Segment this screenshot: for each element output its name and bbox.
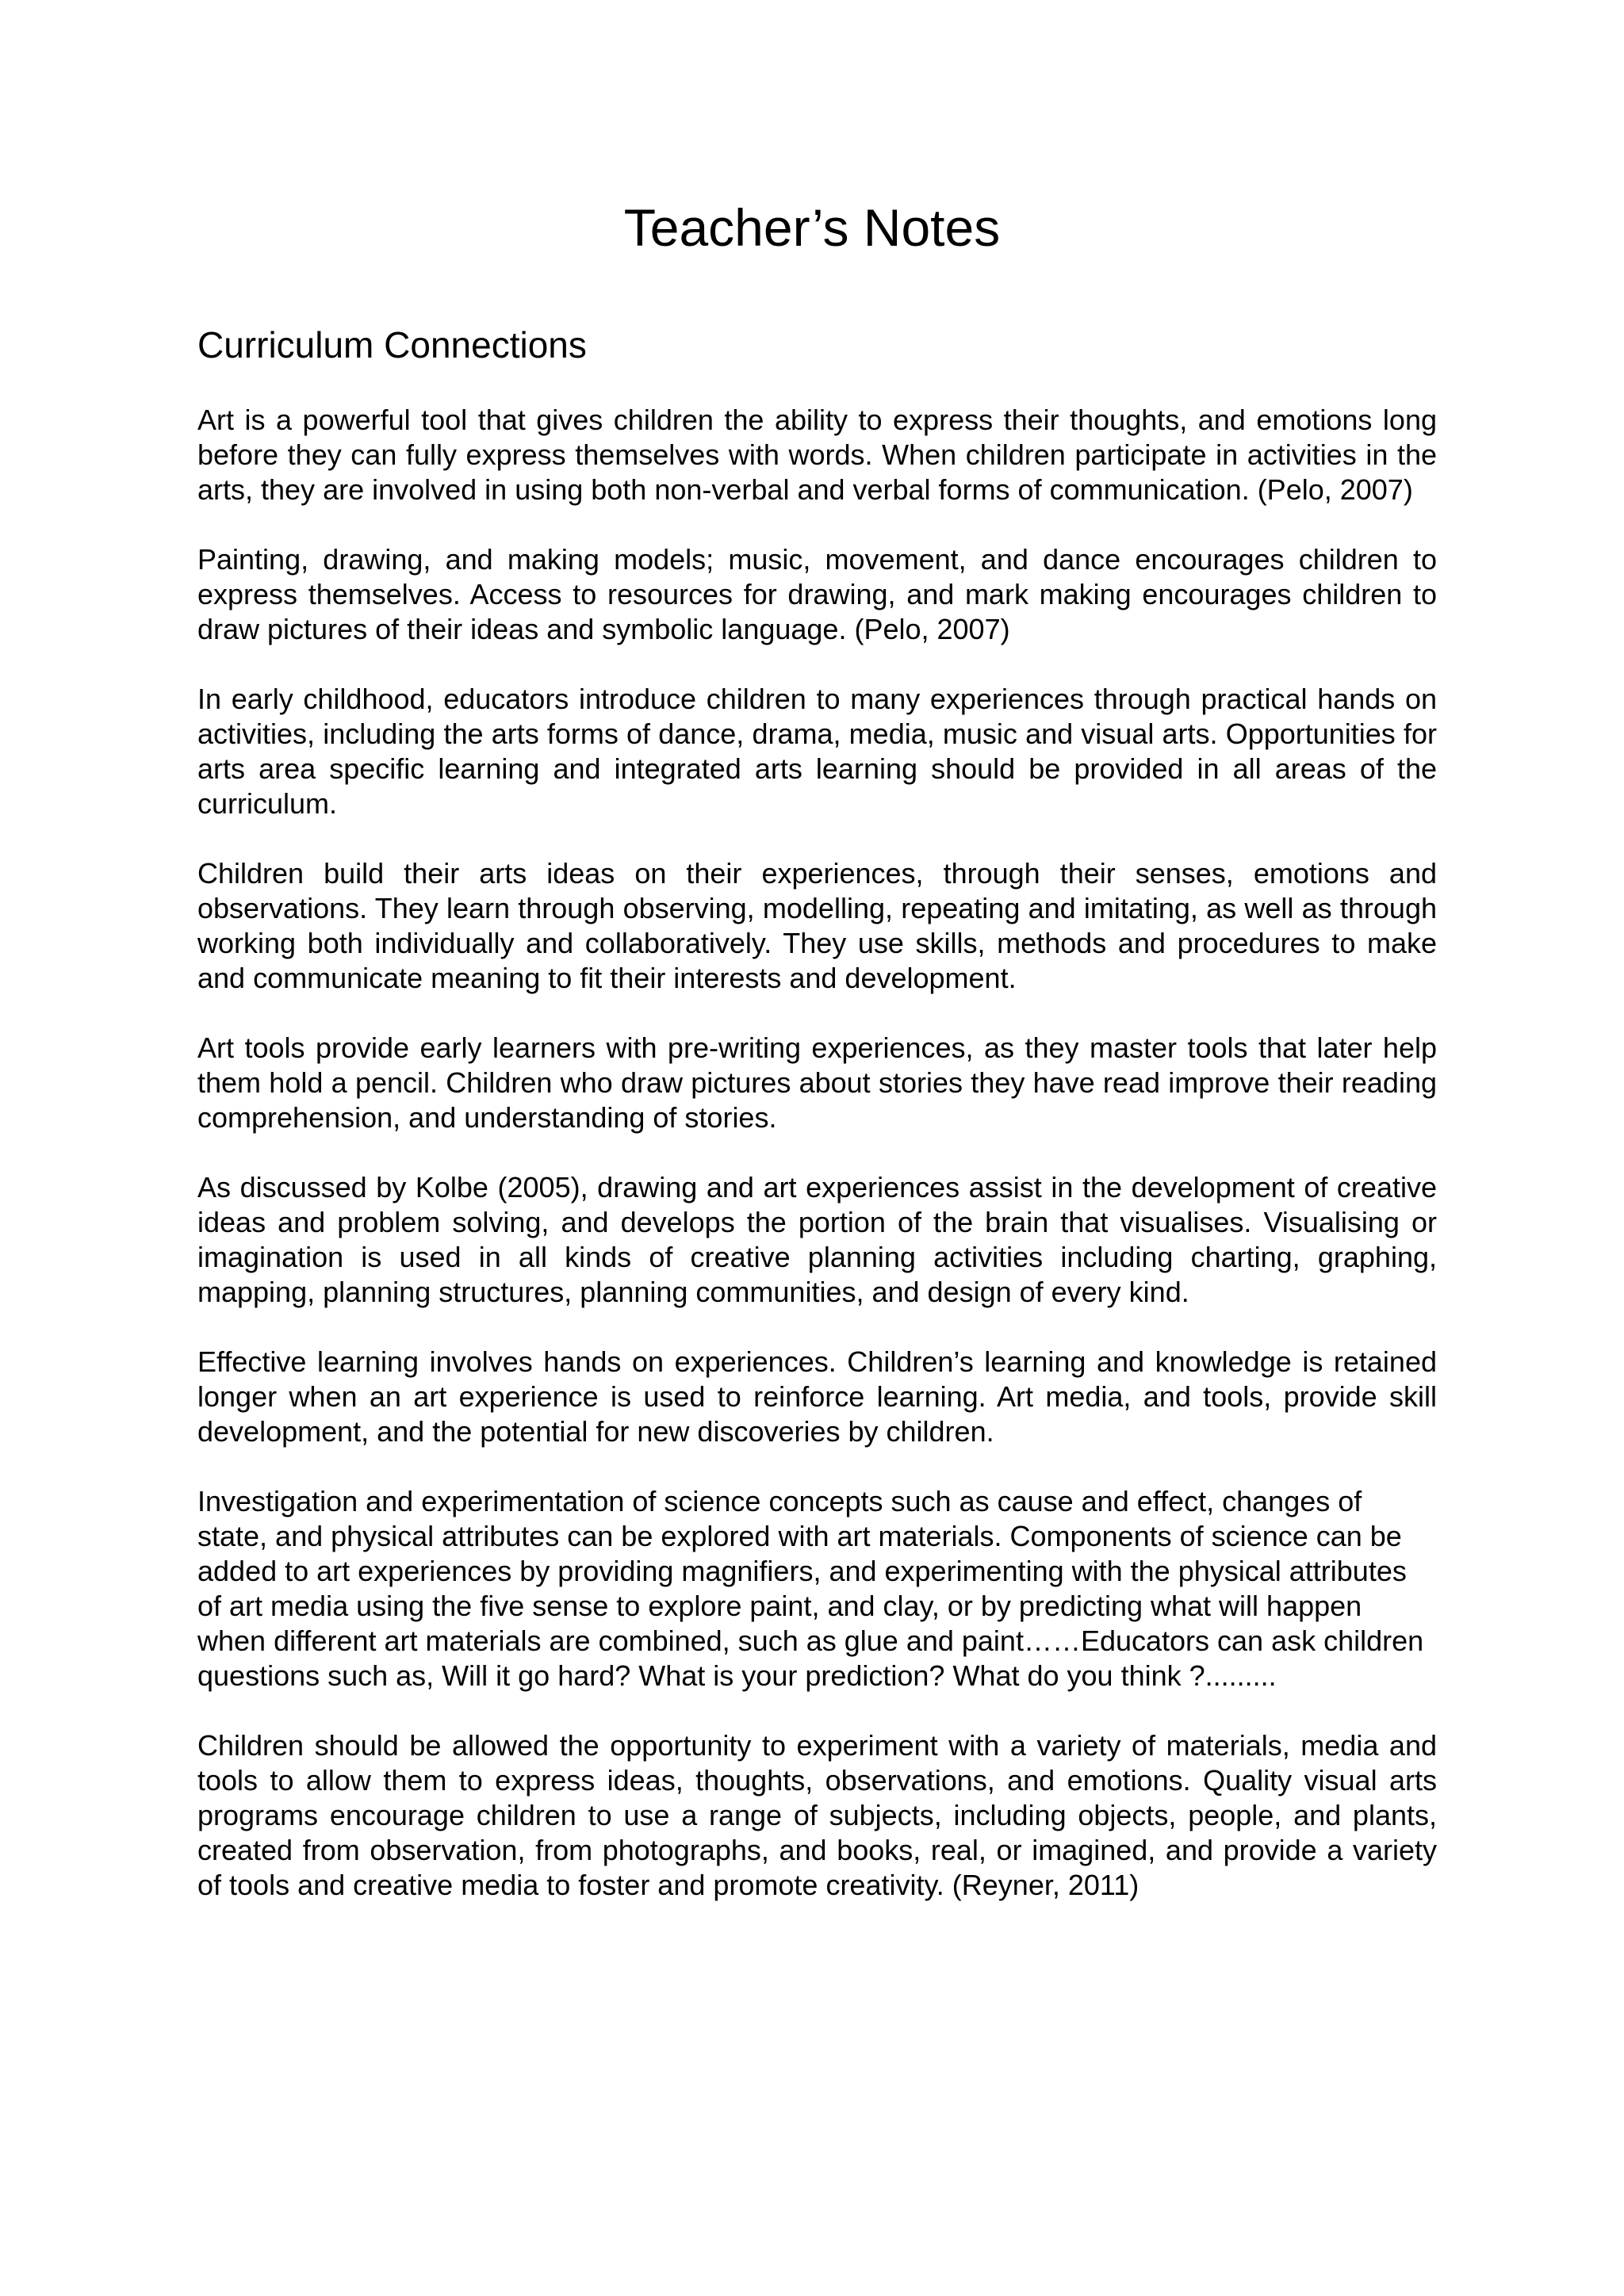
paragraph: Painting, drawing, and making models; music, movement, and dance encourages children to express themselves. Access to resources for drawing, and mark making encourages children to draw pictures of their ideas and symbolic language. (Pelo, 2007) [197,543,1437,645]
body-text [197,403,1448,1903]
paragraph: As discussed by Kolbe (2005), drawing and art experiences assist in the development of creative ideas and problem solving, and develops the portion of the brain that visualises. Visualising or imagination is used in all kinds of creative planning activities including charting, graphing, mapping, planning structures, planning communities, and design of every kind. [197,1171,1437,1308]
page-title: Teacher’s Notes [623,198,1001,257]
paragraph: Art is a powerful tool that gives children the ability to express their thoughts, and emotions long before they can fully express themselves with words. When children participate in activities in the arts, they are involved in using both non-verbal and verbal forms of communication. (Pelo, 2007) [197,404,1437,506]
paragraph: Art tools provide early learners with pre-writing experiences, as they master tools that later help them hold a pencil. Children who draw pictures about stories they have read improve their reading comprehension, and understanding of stories. [197,1031,1437,1134]
section-heading: Curriculum Connections [197,324,587,365]
paragraph: Investigation and experimentation of science concepts such as cause and effect, changes of state, and physical attributes can be explored with art materials. Components of science can be added to art experiences by providing magnifiers, and experimenting with the physical attributes of art media using the five sense to explore paint, and clay, or by predicting what will happen when different art materials are combined, such as glue and paint……Educators can ask children questions such as, Will it go hard? What is your prediction? What do you think ?......... [197,1485,1448,1692]
paragraph: Effective learning involves hands on experiences. Children’s learning and knowledge is retained longer when an art experience is used to reinforce learning. Art media, and tools, provide skill development, and the potential for new discoveries by children. [197,1345,1437,1448]
paragraph: In early childhood, educators introduce children to many experiences through practical hands on activities, including the arts forms of dance, drama, media, music and visual arts. Opportunities for arts area specific learning and integrated arts learning should be provided in all areas of the curriculum. [197,683,1437,820]
paragraph: Children should be allowed the opportunity to experiment with a variety of materials, media and tools to allow them to express ideas, thoughts, observations, and emotions. Quality visual arts programs encourage children to use a range of subjects, including objects, people, and plants, created from observation, from photographs, and books, real, or imagined, and provide a variety of tools and creative media to foster and promote creativity. (Reyner, 2011) [197,1729,1437,1901]
paragraph: Children build their arts ideas on their experiences, through their senses, emotions and observations. They learn through observing, modelling, repeating and imitating, as well as through working both individually and collaboratively. They use skills, methods and procedures to make and communicate meaning to fit their interests and development. [197,857,1437,994]
